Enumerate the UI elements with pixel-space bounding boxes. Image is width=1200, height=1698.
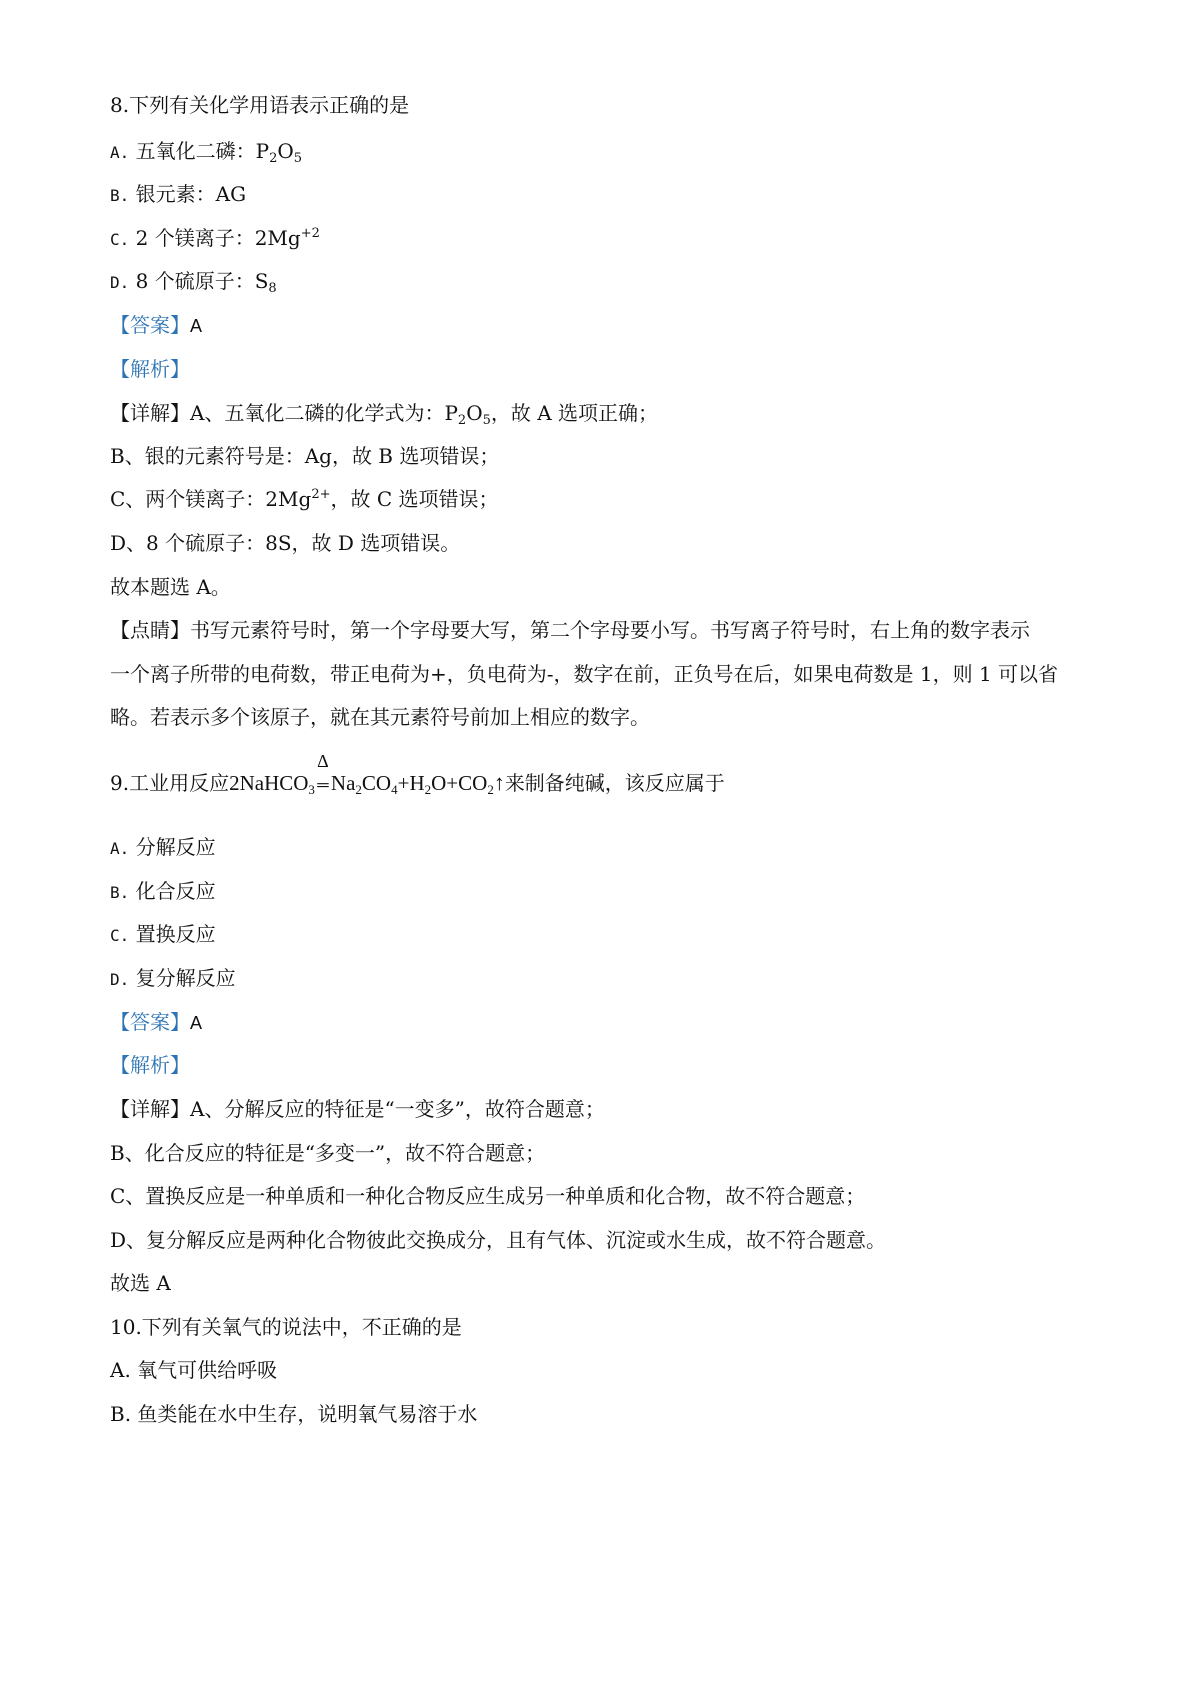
superscript: +2 bbox=[300, 226, 320, 241]
q9-detail-b: B、化合反应的特征是“多变一”，故不符合题意； bbox=[110, 1141, 546, 1165]
subscript: 2 bbox=[424, 782, 432, 797]
q8-note-line-2: 一个离子所带的电荷数，带正电荷为+，负电荷为-，数字在前，正负号在后，如果电荷数是 1，则 1 可以省 bbox=[110, 662, 1059, 686]
option-letter: B. bbox=[110, 883, 130, 902]
q8-option-b bbox=[110, 181, 246, 209]
option-text: 8 个硫原子：S bbox=[135, 269, 269, 293]
answer-value: A bbox=[190, 316, 203, 336]
q9-option-d bbox=[110, 965, 236, 993]
detail-text: ，故 A 选项正确； bbox=[490, 401, 659, 425]
equals-sign: ═ bbox=[317, 777, 329, 794]
q8-detail-a bbox=[110, 400, 658, 426]
q9-detail-c: C、置换反应是一种单质和一种化合物反应生成另一种单质和化合物，故不符合题意； bbox=[110, 1184, 866, 1208]
q8-detail-b: B、银的元素符号是：Ag，故 B 选项错误； bbox=[110, 444, 500, 468]
q8-option-a bbox=[110, 138, 302, 166]
option-letter: C. bbox=[110, 230, 130, 249]
subscript: 2 bbox=[269, 151, 278, 166]
answer-tag: 【答案】 bbox=[110, 313, 190, 337]
eq-product: O+CO bbox=[431, 771, 488, 795]
option-text: 复分解反应 bbox=[135, 966, 236, 990]
detail-tag: 【详解】 bbox=[110, 401, 190, 425]
option-letter: A. bbox=[110, 143, 130, 162]
q9-answer bbox=[110, 1009, 202, 1036]
subscript: 2 bbox=[457, 413, 467, 428]
answer-tag: 【答案】 bbox=[110, 1010, 190, 1034]
q9-analysis-tag: 【解析】 bbox=[110, 1053, 190, 1077]
superscript: 2+ bbox=[311, 487, 331, 502]
q8-detail-d: D、8 个硫原子：8S，故 D 选项错误。 bbox=[110, 531, 461, 555]
q8-detail-c bbox=[110, 486, 499, 512]
subscript: 3 bbox=[308, 782, 315, 797]
eq-product: +H bbox=[397, 771, 425, 795]
option-text: 2 个镁离子：2Mg bbox=[135, 226, 301, 250]
q8-conclusion: 故本题选 A。 bbox=[110, 575, 231, 599]
q10-option-b: B. 鱼类能在水中生存，说明氧气易溶于水 bbox=[110, 1402, 478, 1426]
subscript: 2 bbox=[487, 782, 494, 797]
chemical-equation bbox=[229, 751, 505, 797]
question-8-stem: 8.下列有关化学用语表示正确的是 bbox=[110, 93, 410, 117]
heating-condition bbox=[315, 751, 331, 799]
formula-part: O bbox=[277, 139, 294, 163]
option-letter: C. bbox=[110, 926, 130, 945]
q10-option-a: A. 氧气可供给呼吸 bbox=[110, 1358, 278, 1382]
option-letter: D. bbox=[110, 273, 130, 292]
stem-text: 来制备纯碱，该反应属于 bbox=[504, 771, 725, 795]
q8-analysis-tag: 【解析】 bbox=[110, 357, 190, 381]
q8-note-line-1 bbox=[110, 617, 1030, 643]
q8-option-c bbox=[110, 225, 320, 253]
stem-text: 9.工业用反应 bbox=[110, 771, 230, 795]
q8-answer bbox=[110, 312, 202, 339]
eq-product: Na bbox=[330, 771, 356, 795]
eq-reactant: 2NaHCO bbox=[229, 771, 309, 795]
answer-value: A bbox=[190, 1013, 203, 1033]
option-letter: A. bbox=[110, 839, 130, 858]
q9-option-b bbox=[110, 878, 216, 906]
q9-conclusion: 故选 A bbox=[110, 1271, 171, 1295]
eq-product: CO bbox=[361, 771, 392, 795]
formula-part: O bbox=[466, 401, 483, 425]
q8-option-d bbox=[110, 268, 277, 296]
q9-option-a bbox=[110, 834, 216, 862]
detail-text: ，故 C 选项错误； bbox=[330, 487, 499, 511]
subscript: 4 bbox=[391, 782, 398, 797]
q8-note-line-3: 略。若表示多个该原子，就在其元素符号前加上相应的数字。 bbox=[110, 705, 650, 729]
subscript: 5 bbox=[293, 151, 303, 166]
option-letter: D. bbox=[110, 970, 130, 989]
detail-tag: 【详解】 bbox=[110, 1097, 190, 1121]
q9-option-c bbox=[110, 921, 216, 949]
option-text: 化合反应 bbox=[135, 879, 216, 903]
option-text: 置换反应 bbox=[135, 922, 216, 946]
question-10-stem: 10.下列有关氧气的说法中，不正确的是 bbox=[110, 1315, 462, 1339]
detail-text: A、五氧化二磷的化学式为：P bbox=[190, 401, 458, 425]
q9-detail-a bbox=[110, 1096, 605, 1122]
detail-text: C、两个镁离子：2Mg bbox=[110, 487, 312, 511]
note-tag: 【点睛】 bbox=[110, 618, 190, 642]
delta-symbol: Δ bbox=[317, 751, 329, 771]
option-text: 银元素：AG bbox=[135, 182, 247, 206]
detail-text: A、分解反应的特征是“一变多”，故符合题意； bbox=[190, 1097, 605, 1121]
option-text: 五氧化二磷：P bbox=[135, 139, 270, 163]
gas-arrow-icon: ↑ bbox=[493, 770, 505, 795]
subscript: 5 bbox=[482, 413, 491, 428]
note-text: 书写元素符号时，第一个字母要大写，第二个字母要小写。书写离子符号时，右上角的数字表示 bbox=[190, 618, 1030, 642]
option-letter: B. bbox=[110, 186, 130, 205]
question-9-stem bbox=[110, 751, 725, 799]
q9-detail-d: D、复分解反应是两种化合物彼此交换成分，且有气体、沉淀或水生成，故不符合题意。 bbox=[110, 1228, 887, 1252]
subscript: 8 bbox=[268, 281, 277, 296]
subscript: 2 bbox=[355, 782, 362, 797]
option-text: 分解反应 bbox=[135, 835, 216, 859]
